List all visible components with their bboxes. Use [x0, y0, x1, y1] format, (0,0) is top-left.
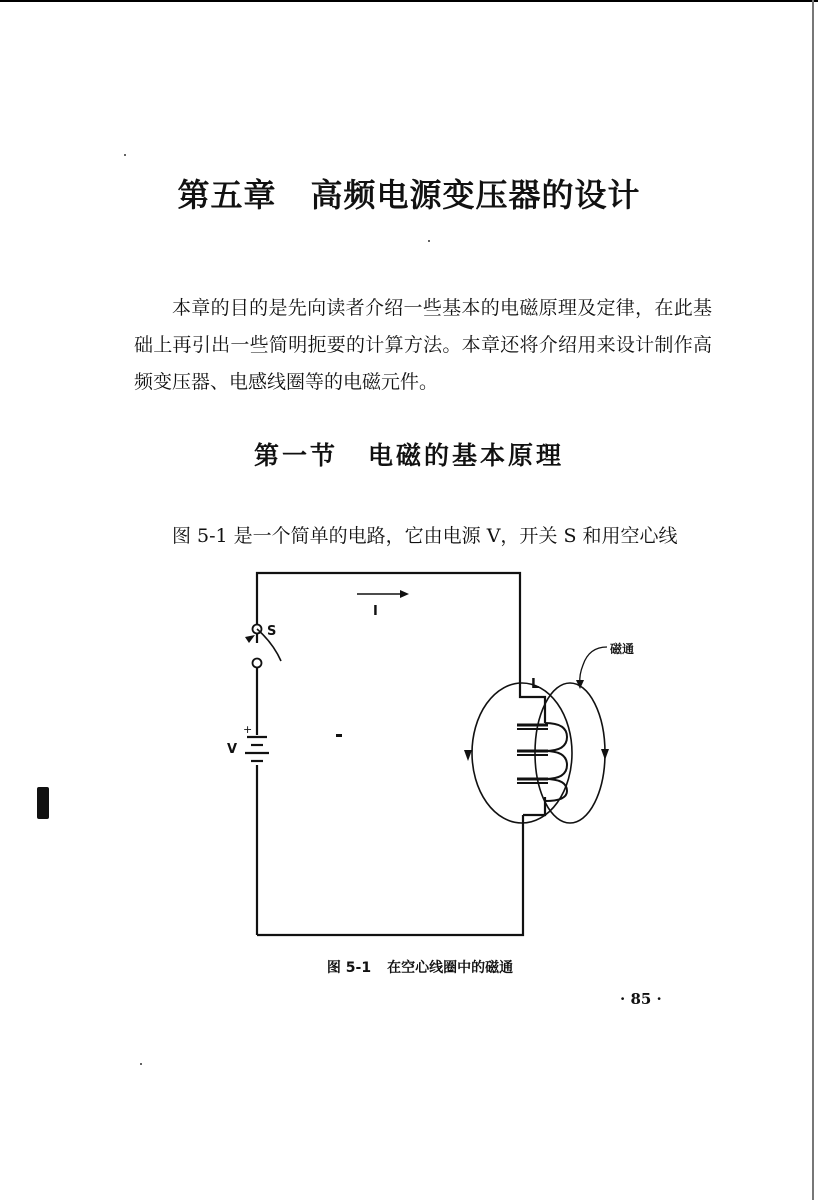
source-label: V [227, 742, 238, 757]
figure-caption [0, 957, 818, 977]
switch-arrow [245, 635, 255, 643]
flux-arrow-left [464, 750, 472, 761]
top-border [0, 0, 818, 2]
speck [124, 154, 126, 156]
speck [428, 240, 430, 242]
coil-windings [517, 723, 567, 801]
flux-label: 磁通 [610, 642, 635, 656]
caption-number: 图 5-1 [326, 960, 372, 976]
flux-arrow-right [601, 749, 609, 760]
page-number: · 85 · [620, 990, 662, 1008]
speck [140, 1063, 142, 1065]
chapter-title [0, 170, 818, 216]
circuit-diagram [215, 565, 635, 950]
source-plus-label: + [243, 723, 253, 736]
intro-paragraph: 本章的目的是先向读者介绍一些基本的电磁原理及定律，在此基础上再引出一些简明扼要的计算方法。本章还将介绍用来设计制作高频变压器、电感线圈等的电磁元件。 [134, 297, 712, 393]
caption-text: 在空心线圈中的磁通 [387, 960, 514, 976]
body-paragraph: 图 5-1 是一个简单的电路，它由电源 V，开关 S 和用空心线 [172, 525, 678, 547]
scan-mark [37, 787, 49, 819]
current-arrowhead [400, 590, 409, 598]
flux-loop-right [535, 683, 605, 823]
wire-top [257, 573, 520, 680]
section-number: 第一节 [253, 441, 338, 470]
section-name: 电磁的基本原理 [368, 441, 565, 470]
inductor-label: L [531, 677, 540, 692]
chapter-number: 第五章 [177, 176, 277, 214]
switch-label: S [267, 624, 277, 639]
chapter-name: 高频电源变压器的设计 [310, 176, 641, 214]
flux-leader [580, 647, 607, 683]
switch-contact-bottom [253, 659, 262, 668]
battery-symbol [245, 737, 269, 761]
current-label: I [373, 604, 378, 619]
section-title [0, 436, 818, 472]
coil-lead-bottom [523, 797, 545, 815]
wire-bottom [257, 815, 523, 935]
stray-mark [336, 734, 342, 737]
